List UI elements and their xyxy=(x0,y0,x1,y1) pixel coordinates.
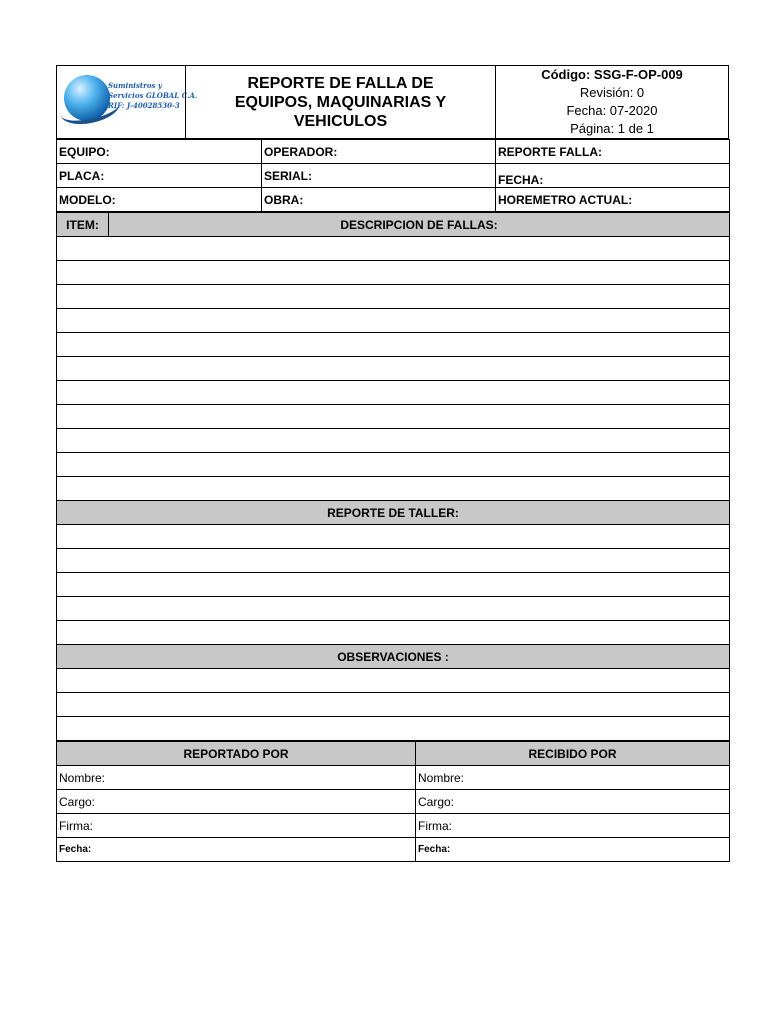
recibido-fecha-field[interactable]: Fecha: xyxy=(416,838,730,862)
taller-line[interactable] xyxy=(57,549,730,573)
falla-line[interactable] xyxy=(57,453,730,477)
fallas-table xyxy=(56,212,730,741)
item-header: ITEM: xyxy=(57,213,109,237)
taller-line[interactable] xyxy=(57,597,730,621)
taller-line[interactable] xyxy=(57,525,730,549)
taller-line[interactable] xyxy=(57,573,730,597)
falla-line[interactable] xyxy=(57,261,730,285)
logo-text xyxy=(108,81,197,111)
equipment-info xyxy=(56,139,730,212)
observaciones-line[interactable] xyxy=(57,717,730,741)
serial-field[interactable]: SERIAL: xyxy=(262,164,496,188)
placa-field[interactable]: PLACA: xyxy=(57,164,262,188)
descripcion-header: DESCRIPCION DE FALLAS: xyxy=(109,213,730,237)
recibido-cargo-field[interactable]: Cargo: xyxy=(416,790,730,814)
taller-header: REPORTE DE TALLER: xyxy=(57,501,730,525)
reportado-por-header: REPORTADO POR xyxy=(57,742,416,766)
logo-line-3: RIF: J-40028530-3 xyxy=(108,101,180,110)
document-meta xyxy=(496,66,729,139)
reportado-nombre-field[interactable]: Nombre: xyxy=(57,766,416,790)
title-line-3: VEHICULOS xyxy=(293,112,388,130)
title-line-2: EQUIPOS, MAQUINARIAS Y xyxy=(234,93,447,111)
report-form xyxy=(56,65,729,862)
form-title xyxy=(186,66,496,139)
falla-line[interactable] xyxy=(57,237,730,261)
horometro-field[interactable]: HOREMETRO ACTUAL: xyxy=(496,188,730,212)
modelo-field[interactable]: MODELO: xyxy=(57,188,262,212)
reporte-falla-field[interactable]: REPORTE FALLA: xyxy=(496,140,730,164)
falla-line[interactable] xyxy=(57,333,730,357)
recibido-nombre-field[interactable]: Nombre: xyxy=(416,766,730,790)
falla-line[interactable] xyxy=(57,405,730,429)
recibido-por-header: RECIBIDO POR xyxy=(416,742,730,766)
recibido-firma-field[interactable]: Firma: xyxy=(416,814,730,838)
falla-line[interactable] xyxy=(57,357,730,381)
document-revision: Revisión: 0 xyxy=(579,85,645,100)
signature-table xyxy=(56,741,730,862)
falla-line[interactable] xyxy=(57,477,730,501)
taller-line[interactable] xyxy=(57,621,730,645)
observaciones-header: OBSERVACIONES : xyxy=(57,645,730,669)
document-code: Código: SSG-F-OP-009 xyxy=(541,67,683,82)
reportado-cargo-field[interactable]: Cargo: xyxy=(57,790,416,814)
equipo-field[interactable]: EQUIPO: xyxy=(57,140,262,164)
falla-line[interactable] xyxy=(57,429,730,453)
logo-line-1: Suministros y xyxy=(108,81,162,90)
operador-field[interactable]: OPERADOR: xyxy=(262,140,496,164)
obra-field[interactable]: OBRA: xyxy=(262,188,496,212)
logo-line-2: Servicios GLOBAL C.A. xyxy=(108,91,198,100)
company-logo xyxy=(60,69,198,135)
document-date: Fecha: 07-2020 xyxy=(566,103,658,118)
falla-line[interactable] xyxy=(57,309,730,333)
observaciones-line[interactable] xyxy=(57,669,730,693)
form-header xyxy=(56,65,729,139)
reportado-fecha-field[interactable]: Fecha: xyxy=(57,838,416,862)
falla-line[interactable] xyxy=(57,285,730,309)
observaciones-line[interactable] xyxy=(57,693,730,717)
fecha-field[interactable]: FECHA: xyxy=(496,164,730,188)
reportado-firma-field[interactable]: Firma: xyxy=(57,814,416,838)
logo-cell xyxy=(57,66,198,139)
falla-line[interactable] xyxy=(57,381,730,405)
document-page: Página: 1 de 1 xyxy=(570,121,654,136)
title-line-1: REPORTE DE FALLA DE xyxy=(247,74,434,92)
